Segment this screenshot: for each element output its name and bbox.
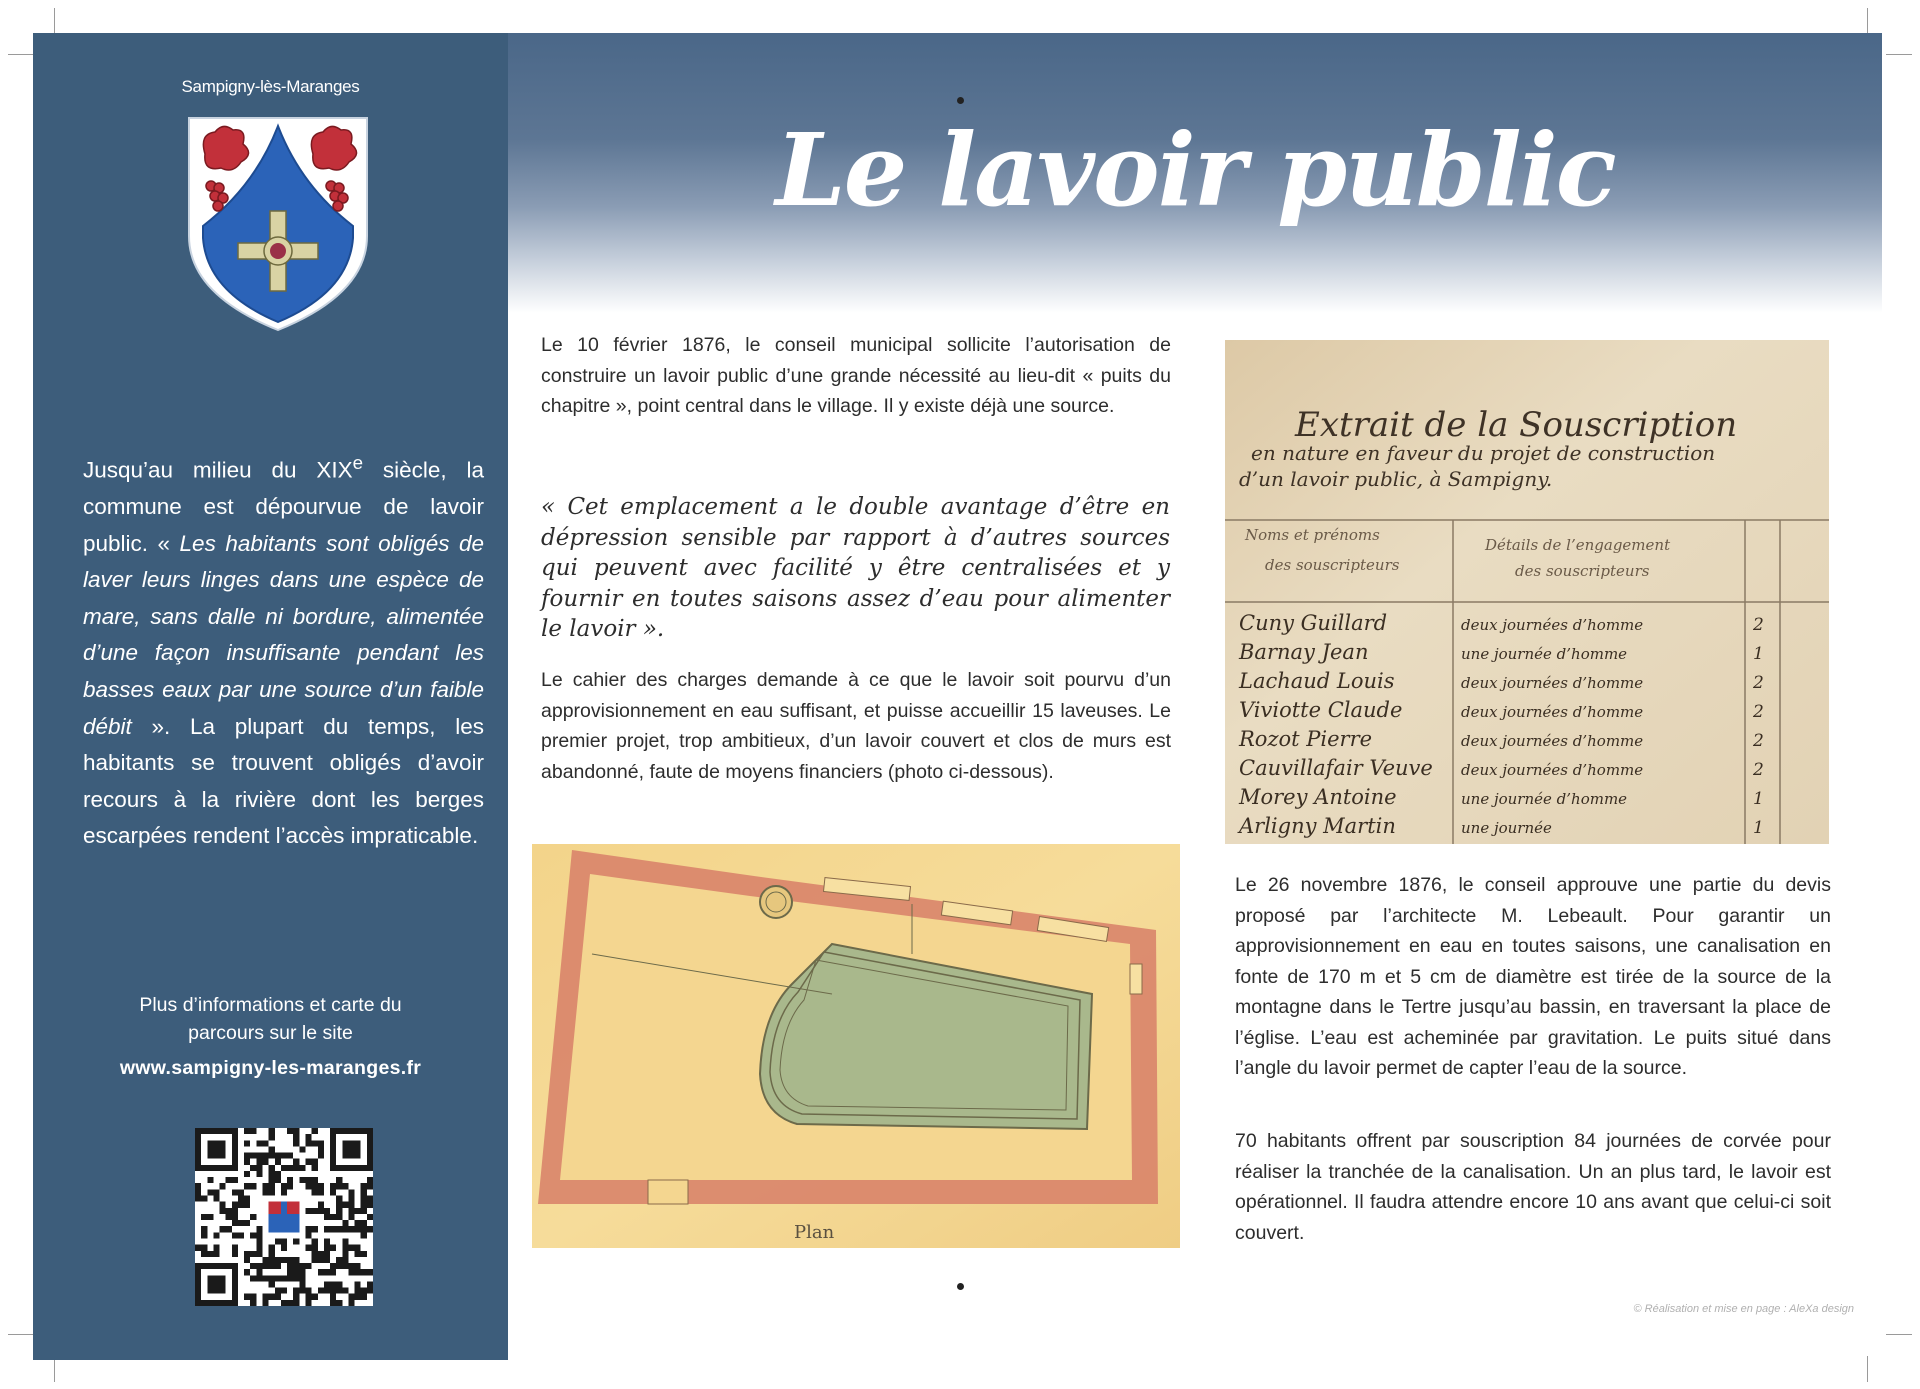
document-row-cell: 1 — [1753, 818, 1764, 838]
document-heading: Extrait de la Souscription — [1295, 405, 1738, 445]
crop-mark — [1886, 1334, 1912, 1335]
crop-mark — [54, 8, 55, 34]
intro-part2: siècle, la commune est dépourvue de lavoir public. « — [83, 457, 484, 556]
document-row-cell: Cuny Guillard — [1239, 611, 1388, 635]
commune-name: Sampigny-lès-Maranges — [181, 77, 360, 96]
document-row-cell: 1 — [1753, 644, 1764, 664]
document-col2-subheader: des souscripteurs — [1515, 562, 1650, 580]
more-info-text — [33, 991, 508, 1047]
crop-mark — [8, 54, 34, 55]
page-title: Le lavoir public — [775, 111, 1615, 229]
paragraph-intro: Le 10 février 1876, le conseil municipal sollicite l’autorisation de construire un lavoir public d’une grande nécessité au lieu-dit « puits du chapitre », point central dans le village. Il y existe déjà une source. — [541, 334, 1171, 417]
document-row-cell: 2 — [1753, 615, 1764, 635]
document-row-cell: 2 — [1753, 702, 1764, 722]
intro-superscript: e — [352, 452, 364, 473]
decorative-dot — [957, 97, 964, 104]
document-col1-subheader: des souscripteurs — [1265, 556, 1400, 574]
crop-mark — [8, 1334, 34, 1335]
crop-mark — [1886, 54, 1912, 55]
paragraph-specifications: Le cahier des charges demande à ce que le lavoir soit pourvu d’un approvisionnement en eau suffisant, et puisse accueillir 15 laveuses. Le premier projet, trop ambitieux, d’un lavoir couvert et clos de murs est abandonné, faute de moyens financiers (photo ci-dessous). — [541, 669, 1171, 783]
paragraph-subscription: 70 habitants offrent par souscription 84 journées de corvée pour réaliser la tranchée de la canalisation. Un an plus tard, le lavoir est opérationnel. Il faudra attendre encore 10 ans avant que celui-ci soit couvert. — [1235, 1130, 1831, 1244]
document-row-cell: Barnay Jean — [1239, 640, 1369, 664]
coat-of-arms-image — [185, 116, 371, 332]
architectural-plan-image — [532, 844, 1180, 1248]
document-col1-header: Noms et prénoms — [1245, 526, 1380, 544]
intro-part3: ». La plupart du temps, les habitants se trouvent obligés d’avoir recours à la rivière dont les berges escarpées rendent l’accès impraticable. — [83, 713, 484, 849]
plan-caption: Plan — [794, 1222, 835, 1243]
document-subheading-2: d’un lavoir public, à Sampigny. — [1239, 467, 1553, 491]
document-row-cell: deux journées d’homme — [1461, 732, 1644, 750]
document-row-cell: 1 — [1753, 789, 1764, 809]
document-row-cell: deux journées d’homme — [1461, 616, 1644, 634]
document-row-cell: Arligny Martin — [1239, 814, 1396, 838]
document-row-cell: 2 — [1753, 731, 1764, 751]
intro-quote: Les habitants sont obligés de laver leurs linges dans une espèce de mare, sans dalle ni bordure, alimentée d’une façon insuffisante pendant les basses eaux par une source d’un faible débit — [83, 530, 484, 739]
document-row-cell: deux journées d’homme — [1461, 703, 1644, 721]
design-credit: © Réalisation et mise en page : AleXa design — [1633, 1303, 1854, 1315]
website-link[interactable]: www.sampigny-les-maranges.fr — [119, 1057, 422, 1079]
document-row-cell: 2 — [1753, 760, 1764, 780]
document-row-cell: Rozot Pierre — [1239, 727, 1373, 751]
qr-code[interactable] — [195, 1128, 373, 1306]
document-row-cell: Cauvillafair Veuve — [1239, 756, 1433, 780]
document-row-cell: Morey Antoine — [1239, 785, 1397, 809]
document-row-cell: une journée — [1461, 819, 1552, 837]
document-subheading: en nature en faveur du projet de construction — [1251, 441, 1716, 465]
subscription-document-image — [1225, 340, 1829, 844]
sidebar — [33, 33, 508, 1360]
intro-text — [83, 445, 484, 855]
document-row-cell: une journée d’homme — [1461, 790, 1628, 808]
decorative-dot — [957, 1283, 964, 1290]
more-info-line1: Plus d’informations et carte du — [139, 994, 402, 1016]
document-row-cell: Lachaud Louis — [1239, 669, 1395, 693]
document-row-cell: deux journées d’homme — [1461, 674, 1644, 692]
intro-part1: Jusqu’au milieu du XIX — [83, 457, 353, 483]
header-banner — [508, 33, 1882, 313]
document-col2-header: Détails de l’engagement — [1485, 536, 1671, 554]
crop-mark — [1867, 8, 1868, 34]
crop-mark — [1867, 1356, 1868, 1382]
more-info-line2: parcours sur le site — [188, 1022, 353, 1044]
document-row-cell: 2 — [1753, 673, 1764, 693]
document-row-cell: Viviotte Claude — [1239, 698, 1403, 722]
document-row-cell: deux journées d’homme — [1461, 761, 1644, 779]
document-row-cell: une journée d’homme — [1461, 645, 1628, 663]
paragraph-approval: Le 26 novembre 1876, le conseil approuve une partie du devis proposé par l’architecte M. Lebeault. Pour garantir un approvisionnement en eau en toutes saisons, une canalisation en fonte de 170 m et 5 cm de diamètre est tirée de la source de la montagne dans le Tertre jusqu’au bassin, en traversant la place de l’église. L’eau est acheminée par gravitation. Le puits situé dans l’angle du lavoir permet de capter l’eau de la source. — [1235, 874, 1831, 1079]
quote-text: « Cet emplacement a le double avantage d’être en dépression sensible par rapport à d’autres sources qui peuvent avec facilité y être centralisées et y fournir en toutes saisons assez d’eau pour alimenter le lavoir ». — [541, 494, 1170, 642]
